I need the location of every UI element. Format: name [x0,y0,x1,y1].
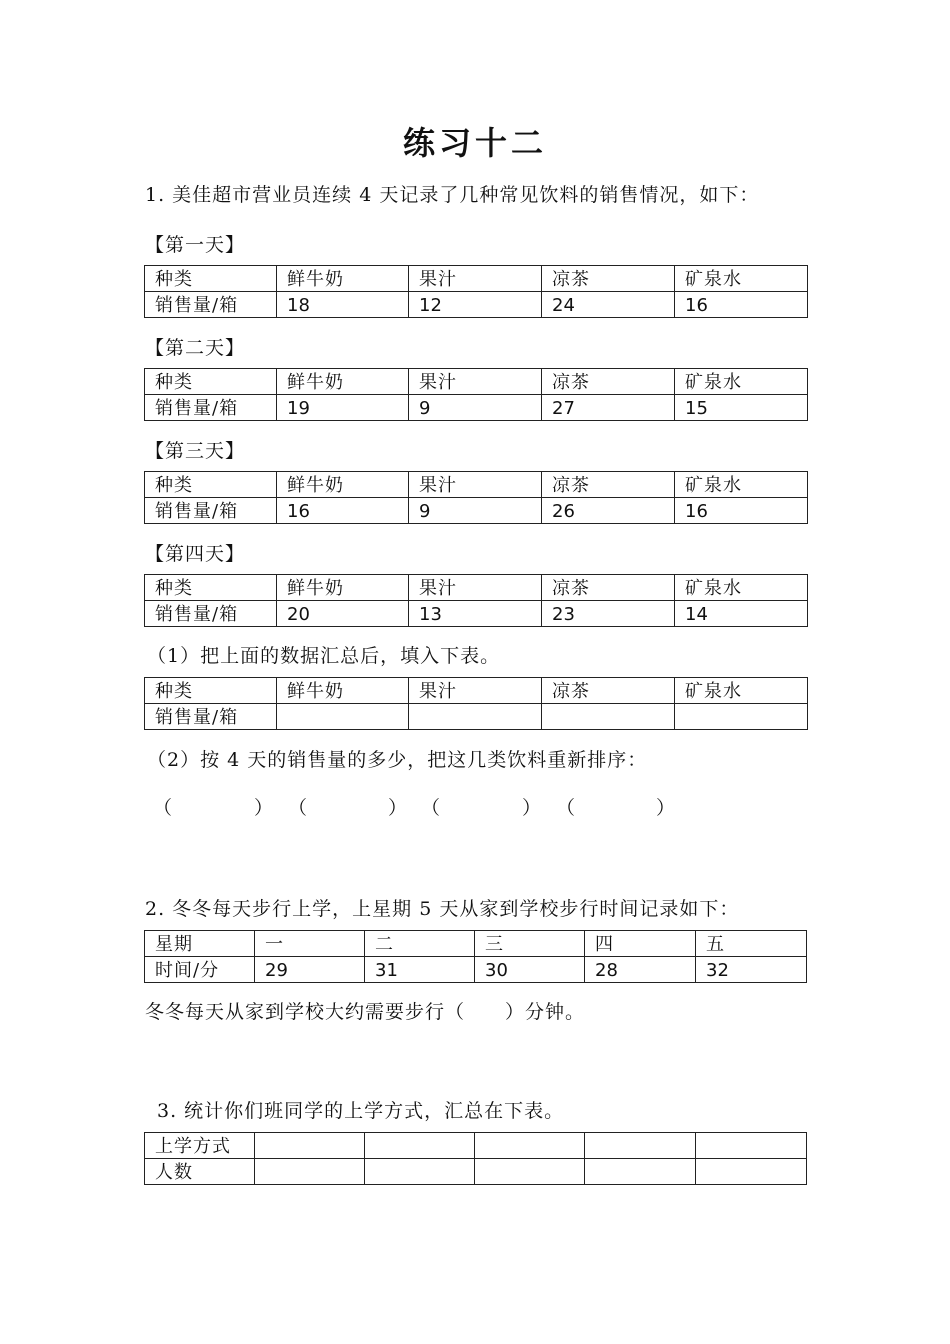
answer-cell[interactable] [255,1159,365,1185]
table-row [145,601,808,627]
table-cell: 15 [675,395,808,421]
table-cell: 人数 [145,1159,255,1185]
table-row [145,498,808,524]
table-cell: 29 [255,957,365,983]
ordering-blank-close: ） [522,797,543,819]
table-cell: 23 [542,601,675,627]
table-cell: 销售量/箱 [145,601,277,627]
walk-time-table [144,930,807,983]
answer-cell[interactable] [696,1159,807,1185]
table-cell: 16 [675,498,808,524]
table-cell: 20 [277,601,409,627]
table-cell: 二 [365,931,475,957]
answer-cell[interactable] [585,1159,696,1185]
q3-prompt: 3. 统计你们班同学的上学方式，汇总在下表。 [157,1100,565,1122]
table-cell: 鲜牛奶 [277,678,409,704]
day3-table [144,471,808,524]
day1-table [144,265,808,318]
answer-cell[interactable] [696,1133,807,1159]
answer-cell[interactable] [542,704,675,730]
day2-table [144,368,808,421]
table-cell: 销售量/箱 [145,395,277,421]
table-cell: 30 [475,957,585,983]
table-row [145,1133,807,1159]
table-cell: 上学方式 [145,1133,255,1159]
table-row [145,1159,807,1185]
ordering-blank-close: ） [254,797,275,819]
table-cell: 鲜牛奶 [277,369,409,395]
answer-cell[interactable] [475,1159,585,1185]
table-cell: 种类 [145,472,277,498]
answer-cell[interactable] [409,704,542,730]
answer-cell[interactable] [277,704,409,730]
table-cell: 凉茶 [542,266,675,292]
table-cell: 时间/分 [145,957,255,983]
table-row [145,931,807,957]
table-cell: 31 [365,957,475,983]
ordering-blank-open[interactable]: （ [153,797,174,819]
table-row [145,704,808,730]
table-cell: 27 [542,395,675,421]
table-cell: 凉茶 [542,472,675,498]
table-cell: 16 [277,498,409,524]
table-cell: 星期 [145,931,255,957]
table-cell: 果汁 [409,472,542,498]
table-cell: 矿泉水 [675,575,808,601]
table-row [145,292,808,318]
table-cell: 果汁 [409,575,542,601]
table-cell: 18 [277,292,409,318]
table-cell: 24 [542,292,675,318]
answer-cell[interactable] [365,1159,475,1185]
table-row [145,266,808,292]
answer-cell[interactable] [475,1133,585,1159]
table-cell: 鲜牛奶 [277,575,409,601]
table-cell: 果汁 [409,678,542,704]
table-cell: 种类 [145,266,277,292]
table-row [145,575,808,601]
table-cell: 9 [409,498,542,524]
answer-cell[interactable] [585,1133,696,1159]
table-cell: 32 [696,957,807,983]
table-cell: 矿泉水 [675,266,808,292]
table-cell: 9 [409,395,542,421]
table-cell: 12 [409,292,542,318]
table-cell: 种类 [145,575,277,601]
q2-prompt: 2. 冬冬每天步行上学，上星期 5 天从家到学校步行时间记录如下： [145,898,740,920]
table-cell: 19 [277,395,409,421]
ordering-blank-close: ） [656,797,677,819]
table-cell: 销售量/箱 [145,704,277,730]
ordering-blank-open[interactable]: （ [421,797,442,819]
table-cell: 矿泉水 [675,472,808,498]
table-cell: 销售量/箱 [145,292,277,318]
ordering-blank-close: ） [388,797,409,819]
table-cell: 矿泉水 [675,369,808,395]
answer-cell[interactable] [675,704,808,730]
table-cell: 五 [696,931,807,957]
table-cell: 26 [542,498,675,524]
day-label: 【第二天】 [145,337,246,359]
day-label: 【第三天】 [145,440,246,462]
table-cell: 14 [675,601,808,627]
day-label: 【第四天】 [145,543,246,565]
ordering-blank-open[interactable]: （ [556,797,577,819]
table-cell: 28 [585,957,696,983]
table-cell: 13 [409,601,542,627]
table-cell: 种类 [145,678,277,704]
answer-cell[interactable] [365,1133,475,1159]
table-cell: 果汁 [409,266,542,292]
table-cell: 鲜牛奶 [277,266,409,292]
table-row [145,678,808,704]
table-row [145,957,807,983]
table-cell: 三 [475,931,585,957]
table-cell: 种类 [145,369,277,395]
table-row [145,472,808,498]
table-cell: 一 [255,931,365,957]
q1-sub1: （1）把上面的数据汇总后，填入下表。 [147,645,501,667]
table-cell: 鲜牛奶 [277,472,409,498]
q1-prompt: 1. 美佳超市营业员连续 4 天记录了几种常见饮料的销售情况，如下： [145,184,760,206]
day-label: 【第一天】 [145,234,246,256]
table-cell: 销售量/箱 [145,498,277,524]
table-row [145,369,808,395]
page-title: 练习十二 [402,124,547,162]
table-cell: 四 [585,931,696,957]
table-cell: 16 [675,292,808,318]
day4-table [144,574,808,627]
q1-sub2: （2）按 4 天的销售量的多少，把这几类饮料重新排序： [147,749,648,771]
table-cell: 凉茶 [542,678,675,704]
table-cell: 凉茶 [542,575,675,601]
table-cell: 凉茶 [542,369,675,395]
summary-table [144,677,808,730]
q2-answer-line[interactable]: 冬冬每天从家到学校大约需要步行（ ）分钟。 [145,1001,586,1023]
table-cell: 果汁 [409,369,542,395]
answer-cell[interactable] [255,1133,365,1159]
table-cell: 矿泉水 [675,678,808,704]
commute-table [144,1132,807,1185]
table-row [145,395,808,421]
ordering-blank-open[interactable]: （ [288,797,309,819]
